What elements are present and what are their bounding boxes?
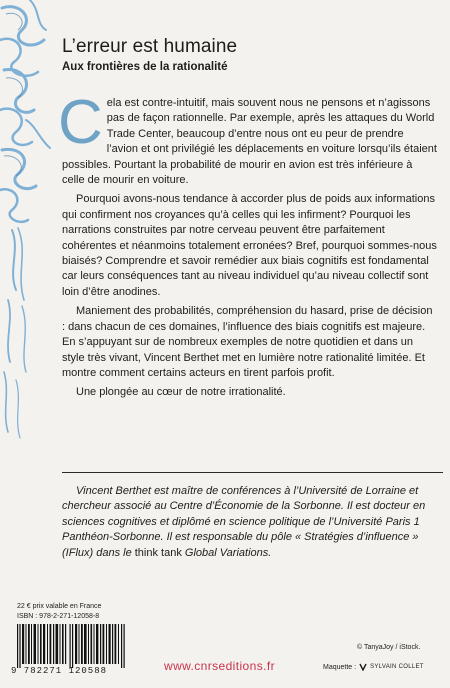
website-link[interactable]: www.cnrseditions.fr (164, 659, 275, 673)
summary-paragraph-1 (58, 88, 437, 188)
author-bio (62, 484, 442, 561)
maquette-credit (323, 663, 424, 671)
price-label: 22 € prix valable en France (17, 603, 102, 610)
studio-mark-icon (359, 663, 367, 671)
drop-cap: C (58, 88, 103, 157)
author-bio-upright: think tank (134, 546, 182, 559)
isbn-label: ISBN : 978-2-271-12058-8 (17, 613, 100, 620)
author-bio-part-2: Global Variations. (181, 546, 272, 559)
photo-credit: © TanyaJoy / iStock. (357, 644, 421, 651)
book-title: L’erreur est humaine (62, 36, 238, 57)
summary-paragraph-4: Une plongée au cœur de notre irrationalité. (76, 386, 286, 399)
maquette-label: Maquette : (323, 663, 357, 671)
author-bio-part-1: Vincent Berthet est maître de conférences à l’Université de Lorraine et chercheur associé au Centre d’Économie de la Sorbonne. Il est docteur en sciences cognitives et diplômé en science politique de l’Université Paris 1 Panthéon-Sorbonne. Il est responsable du pôle « Stratégies d’influence » (IFlux) dans le (62, 485, 426, 559)
maquette-studio: SYLVAIN COLLET (370, 664, 424, 670)
yarn-illustration (0, 0, 60, 440)
barcode (17, 624, 127, 668)
summary-paragraph-1-text: ela est contre-intuitif, mais souvent nous ne pensons et n’agissons pas de façon rationnelle. Par exemple, après les attaques du World Trade Center, beaucoup d’entre nous ont eu peur de prendre l’avion et ont privilégié les déplacements en voiture lorsqu’ils étaient possibles. Pourtant la probabilité de mourir en avion est très inférieure à celle de mourir en voiture. (62, 97, 437, 187)
barcode-digits: 9 782271 120588 (11, 666, 108, 676)
summary-paragraph-3: Maniement des probabilités, compréhension du hasard, prise de décision : dans chacun de ces domaines, l’influence des biais cognitifs est majeure. En s’appuyant sur de nombreux exemples de notre quotidien et dans un style très vivant, Vincent Berthet met en lumière notre rationalité limitée. Et montre comment certains acteurs en tirent parfois profit. (62, 305, 433, 379)
summary-paragraph-2: Pourquoi avons-nous tendance à accorder plus de poids aux informations qui confirment nos croyances qu’à celles qui les infirment? Pourquoi les narrations construites par notre cerveau peuvent être parfaitement cohérentes et néanmoins totalement erronées? Bref, pourquoi sommes-nous biaisés? Comprendre et savoir remédier aux biais cognitifs est fondamental car leurs conséquences tant au niveau individuel qu’au niveau collectif sont loin d’être anodines. (62, 193, 437, 298)
section-divider (62, 472, 443, 473)
summary-text (58, 88, 437, 405)
book-subtitle: Aux frontières de la rationalité (62, 61, 228, 73)
